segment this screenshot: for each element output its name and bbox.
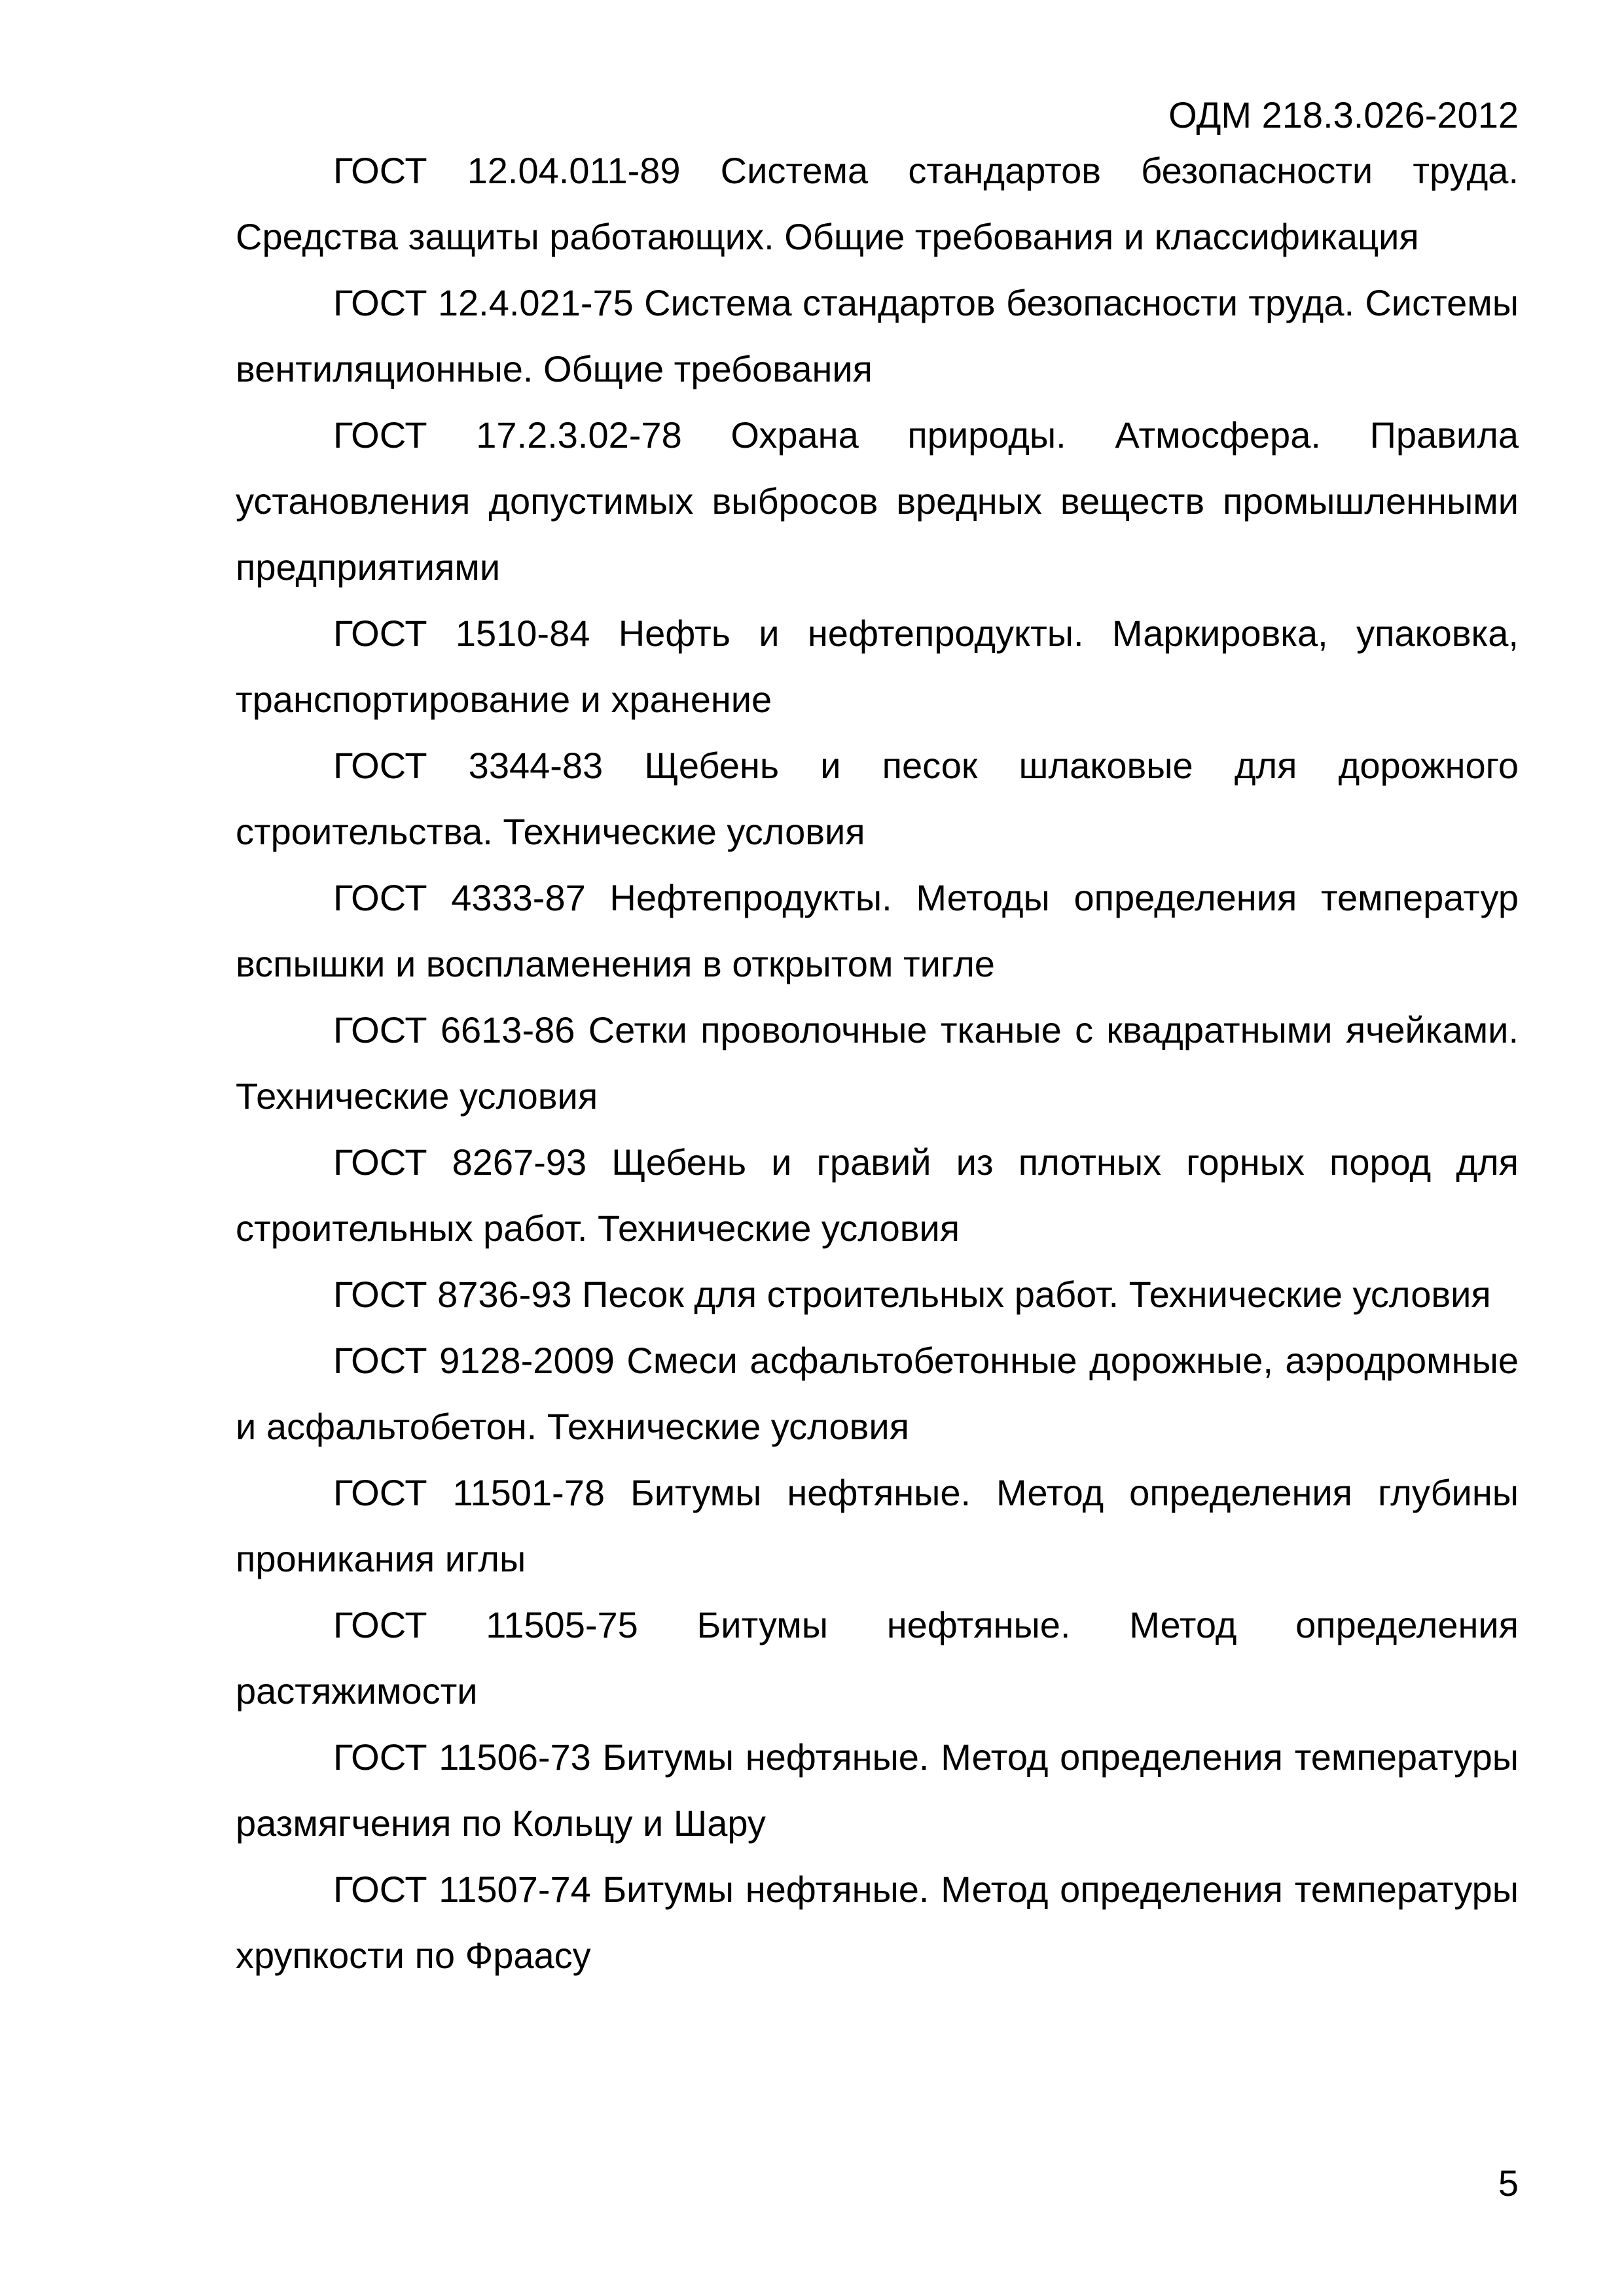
reference-entry: ГОСТ 17.2.3.02-78 Охрана природы. Атмосфера. Правила установления допустимых выбросов вредных веществ промышленными предприятиями — [236, 414, 1519, 588]
reference-entry: ГОСТ 11505-75 Битумы нефтяные. Метод определения растяжимости — [236, 1604, 1519, 1712]
reference-entry: ГОСТ 1510-84 Нефть и нефтепродукты. Маркировка, упаковка, транспортирование и хранение — [236, 613, 1519, 720]
reference-entry: ГОСТ 11501-78 Битумы нефтяные. Метод определения глубины проникания иглы — [236, 1472, 1519, 1579]
reference-entry: ГОСТ 8736-93 Песок для строительных работ. Технические условия — [333, 1274, 1491, 1315]
reference-entry: ГОСТ 12.04.011-89 Система стандартов безопасности труда. Средства защиты работающих. Общие требования и классификация — [236, 150, 1519, 257]
reference-entry: ГОСТ 11507-74 Битумы нефтяные. Метод определения температуры хрупкости по Фраасу — [236, 1869, 1519, 1976]
reference-entry: ГОСТ 9128-2009 Смеси асфальтобетонные дорожные, аэродромные и асфальтобетон. Технические условия — [236, 1340, 1519, 1447]
reference-entry: ГОСТ 12.4.021-75 Система стандартов безопасности труда. Системы вентиляционные. Общие требования — [236, 282, 1519, 389]
reference-entry: ГОСТ 3344-83 Щебень и песок шлаковые для дорожного строительства. Технические условия — [236, 745, 1519, 852]
page-number: 5 — [1498, 2162, 1519, 2204]
document-code: ОДМ 218.3.026-2012 — [1168, 94, 1519, 135]
reference-entry: ГОСТ 11506-73 Битумы нефтяные. Метод определения температуры размягчения по Кольцу и Шару — [236, 1736, 1519, 1844]
reference-entry: ГОСТ 4333-87 Нефтепродукты. Методы определения температур вспышки и воспламенения в открытом тигле — [236, 877, 1519, 984]
reference-entry: ГОСТ 8267-93 Щебень и гравий из плотных горных пород для строительных работ. Технические условия — [236, 1141, 1519, 1249]
reference-entry: ГОСТ 6613-86 Сетки проволочные тканые с квадратными ячейками. Технические условия — [236, 1009, 1519, 1117]
references-list — [236, 137, 1519, 1988]
